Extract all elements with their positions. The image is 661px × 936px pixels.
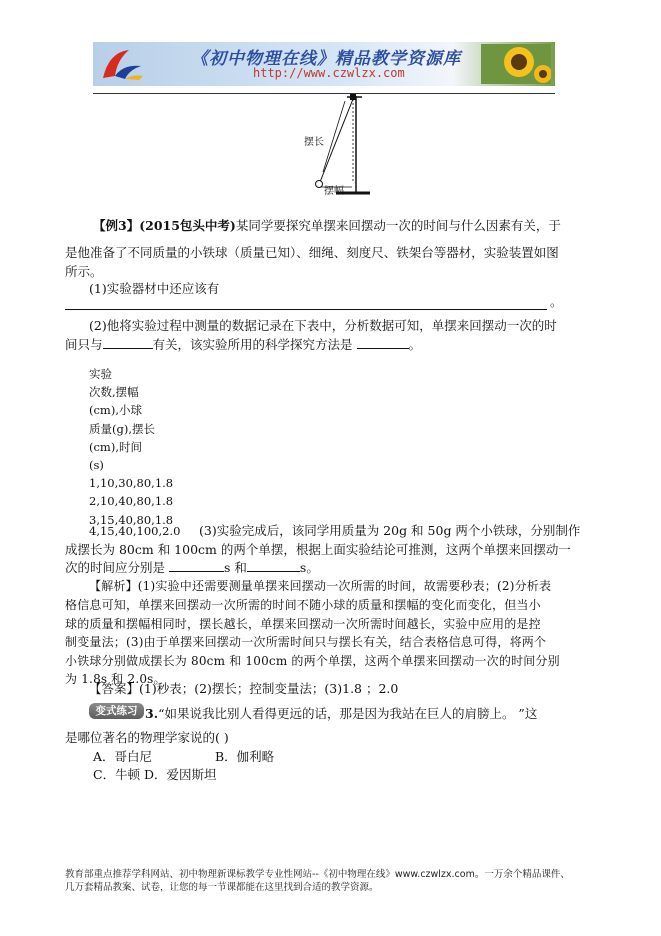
answer-blank-3: [357, 336, 409, 349]
analysis-block-cont: [65, 596, 560, 689]
exercise-tag: 变式练习: [89, 703, 144, 719]
question-3-line-3: [65, 559, 319, 577]
options-c-d: C．牛顿 D．爱因斯坦: [93, 767, 217, 782]
header-url: http://www.czwlzx.com: [253, 66, 405, 80]
exercise-number: 3.: [145, 706, 159, 721]
example-line-3: 所示。: [65, 264, 103, 279]
example-line-1: [93, 217, 561, 235]
data-table: [89, 365, 173, 529]
answer-blank-4: [169, 559, 224, 572]
question-2-line-1: (2)他将实验过程中测量的数据记录在下表中，分析数据可知，单摆来回摆动一次的时: [89, 318, 557, 333]
example-source: (2015包头中考): [139, 218, 236, 233]
example-tag: 【例3】: [93, 218, 140, 233]
exercise-line-1: “如果说我比别人看得更远的话，那是因为我站在巨人的肩膀上。 ”这: [158, 706, 538, 721]
site-logo-icon: [99, 46, 145, 82]
footer-line-1: 教育部重点推荐学科网站、初中物理新课标教学专业性网站--《初中物理在线》www.czwlzx.com。一万余个精品课件、: [65, 869, 570, 880]
answer-blank-2: [103, 336, 153, 349]
footer-line-2: 几万套精品教案、试卷，让您的每一节课都能在这里找到合适的教学资源。: [65, 882, 379, 893]
table-header-line: (cm),时间: [89, 439, 142, 454]
answer-blank-5: [247, 559, 300, 572]
example-text-1: 某同学要探究单摆来回摆动一次的时间与什么因素有关，于: [235, 218, 561, 233]
table-header-line: (cm),小球: [89, 403, 142, 418]
option-b: B．伽利略: [215, 749, 275, 764]
table-row: 1,10,30,80,1.8: [89, 476, 174, 491]
q3-text-a: 次的时间应分别是: [65, 560, 166, 575]
analysis-line: 制变量法；(3)由于单摆来回摆动一次所需时间只与摆长有关，结合表格信息可得，将两个: [65, 635, 547, 650]
analysis-line: 小铁球分别做成摆长为 80cm 和 100cm 的两个单摆，这两个单摆来回摆动一次的时间分别: [65, 653, 560, 668]
q3-text-c: s。: [299, 560, 319, 575]
analysis-line: 【解析】(1)实验中还需要测量单摆来回摆动一次所需的时间，故需要秒表；(2)分析表: [89, 579, 552, 593]
table-header-line: 次数,摆幅: [89, 385, 139, 400]
question-3-line-2: 成摆长为 80cm 和 100cm 的两个单摆，根据上面实验结论可推测，这两个单摆来回摆动一: [65, 542, 571, 557]
q2-text-b: 有关，该实验所用的科学探究方法是: [152, 337, 353, 352]
answer-blank-1: [65, 309, 547, 310]
option-a: A．哥白尼: [93, 749, 153, 764]
question-3-line-1: (3)实验完成后，该同学用质量为 20g 和 50g 两个小铁球，分别制作: [199, 523, 581, 538]
exercise-line-2: 是哪位著名的物理学家说的( ): [65, 730, 229, 745]
q2-text-a: 间只与: [65, 337, 103, 352]
table-row: 3,15,40,80,1.8: [89, 512, 174, 527]
table-header-line: 质量(g),摆长: [89, 421, 155, 436]
question-1-end: 。: [550, 294, 563, 309]
analysis-line: 球的质量和摆幅相同时，摆长越长，单摆来回摆动一次所需时间越长，实验中应用的是控: [65, 616, 541, 631]
q3-text-b: s 和: [224, 560, 247, 575]
question-1: (1)实验器材中还应该有: [89, 281, 220, 296]
q2-text-c: 。: [408, 337, 422, 352]
analysis-line: 为 1.8s 和 2.0s。: [65, 672, 166, 687]
table-header-line: 实验: [89, 367, 112, 381]
table-row: 4,15,40,100,2.0: [89, 524, 181, 538]
figure-label-amplitude: 摆幅: [324, 186, 344, 197]
table-header-line: (s): [89, 458, 104, 473]
answer-line: 【答案】(1)秒表；(2)摆长；控制变量法；(3)1.8 ；2.0: [89, 681, 399, 696]
table-row: 2,10,40,80,1.8: [89, 494, 174, 509]
header-title: 《初中物理在线》精品教学资源库: [191, 49, 461, 69]
analysis-line: 格信息可知，单摆来回摆动一次所需的时间不随小球的质量和摆幅的变化而变化，但当小: [65, 598, 541, 612]
figure-label-length: 摆长: [304, 137, 324, 148]
example-line-2: 是他准备了不同质量的小铁球（质量已知）、细绳、刻度尺、铁架台等器材，实验装置如图: [65, 245, 559, 260]
header-banner: [93, 42, 555, 86]
analysis-block: [89, 577, 551, 596]
sunflower-icon: [481, 44, 551, 84]
question-2-line-2: [65, 336, 421, 354]
